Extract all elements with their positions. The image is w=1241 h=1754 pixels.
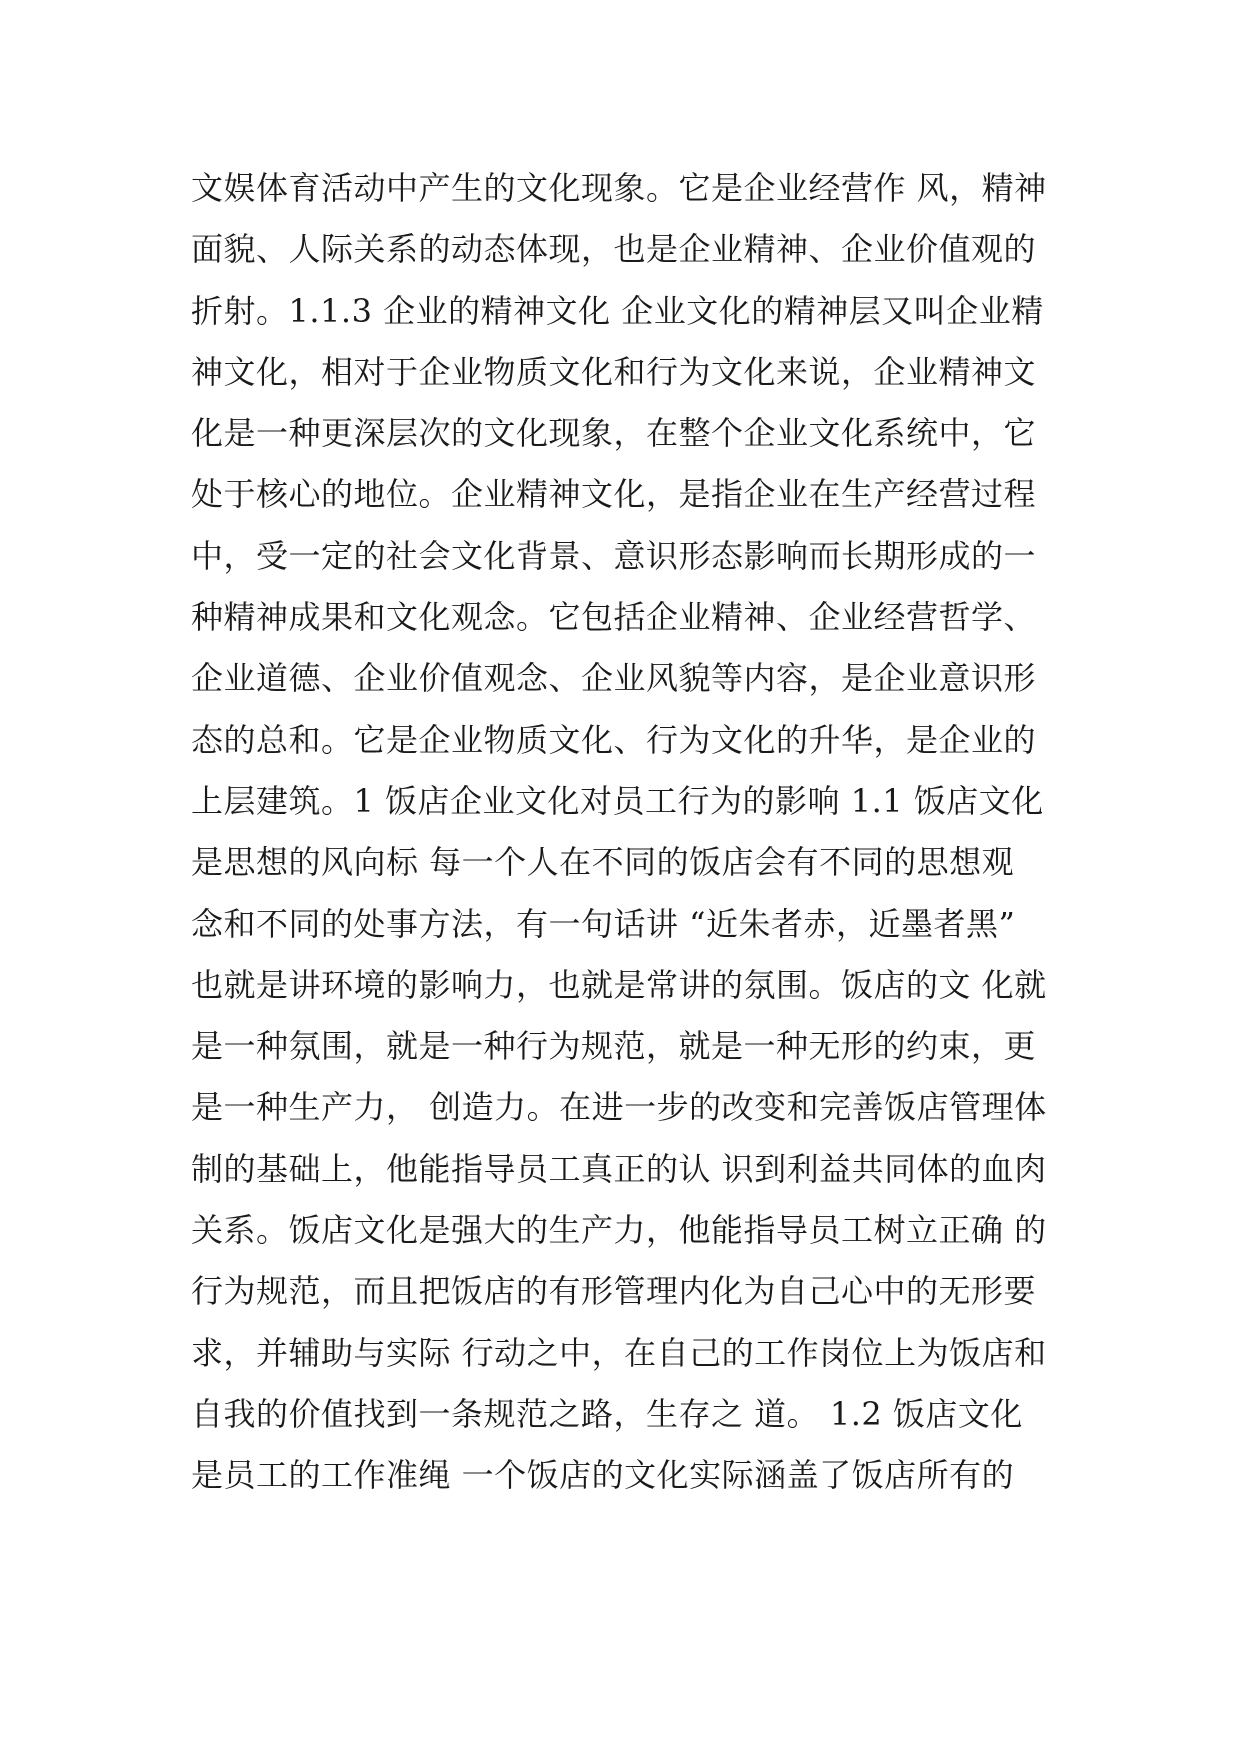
text-line: 种精神成果和文化观念。它包括企业精神、企业经营哲学、 xyxy=(191,598,1037,637)
text-line: 是员工的工作准绳 一个饭店的文化实际涵盖了饭店所有的 xyxy=(191,1456,1015,1495)
text-line: 折射。1.1.3 企业的精神文化 企业文化的精神层又叫企业精 xyxy=(191,291,1044,330)
text-line: 也就是讲环境的影响力，也就是常讲的氛围。饭店的文 化就 xyxy=(191,965,1047,1004)
text-line: 企业道德、企业价值观念、企业风貌等内容，是企业意识形 xyxy=(191,659,1037,698)
text-line: 上层建筑。1 饭店企业文化对员工行为的影响 1.1 饭店文化 xyxy=(191,781,1044,820)
text-line: 是一种生产力， 创造力。在进一步的改变和完善饭店管理体 xyxy=(191,1088,1047,1127)
text-line: 是一种氛围，就是一种行为规范，就是一种无形的约束，更 xyxy=(191,1027,1037,1066)
text-line: 关系。饭店文化是强大的生产力，他能指导员工树立正确 的 xyxy=(191,1211,1047,1250)
text-line: 中，受一定的社会文化背景、意识形态影响而长期形成的一 xyxy=(191,536,1037,575)
text-line: 行为规范，而且把饭店的有形管理内化为自己心中的无形要 xyxy=(191,1272,1037,1311)
text-line: 念和不同的处事方法，有一句话讲 “近朱者赤，近墨者黑” xyxy=(191,904,1016,943)
text-line: 面貌、人际关系的动态体现，也是企业精神、企业价值观的 xyxy=(191,230,1037,269)
text-line: 态的总和。它是企业物质文化、行为文化的升华，是企业的 xyxy=(191,720,1037,759)
text-line: 文娱体育活动中产生的文化现象。它是企业经营作 风，精神 xyxy=(191,169,1047,207)
text-line: 化是一种更深层次的文化现象，在整个企业文化系统中，它 xyxy=(191,414,1037,453)
text-line: 神文化，相对于企业物质文化和行为文化来说，企业精神文 xyxy=(191,352,1037,391)
text-line: 是思想的风向标 每一个人在不同的饭店会有不同的思想观 xyxy=(191,843,1015,882)
text-line: 制的基础上，他能指导员工真正的认 识到利益共同体的血肉 xyxy=(191,1149,1047,1188)
text-line: 处于核心的地位。企业精神文化，是指企业在生产经营过程 xyxy=(191,475,1037,514)
text-line: 自我的价值找到一条规范之路，生存之 道。 1.2 饭店文化 xyxy=(191,1394,1023,1433)
text-line: 求，并辅助与实际 行动之中，在自己的工作岗位上为饭店和 xyxy=(191,1333,1047,1372)
body-text xyxy=(191,158,1071,1507)
